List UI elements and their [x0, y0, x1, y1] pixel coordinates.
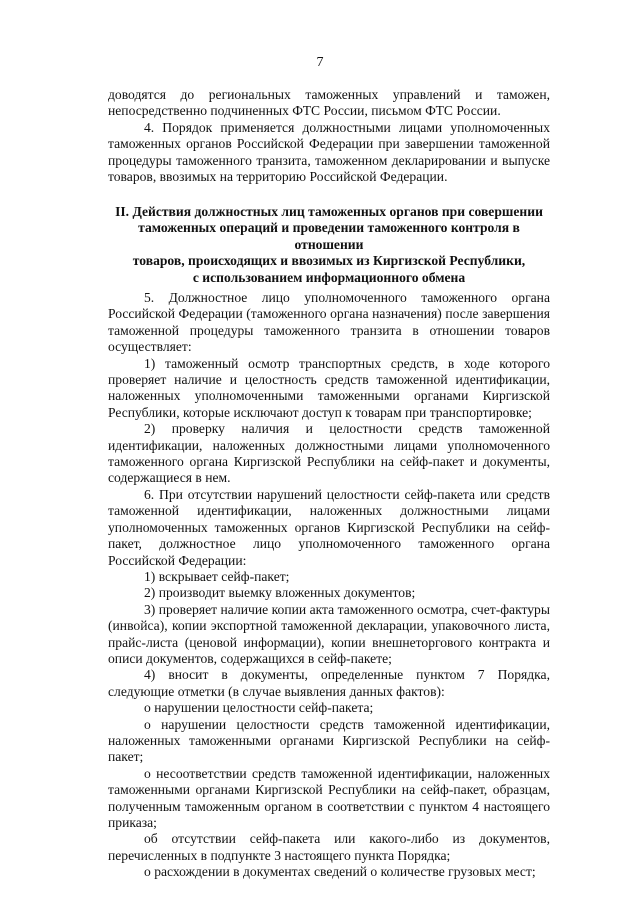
body-paragraph: 2) производит выемку вложенных документов;: [144, 585, 416, 601]
heading-line: таможенных операций и проведении таможенного контроля в отношении: [138, 220, 520, 252]
heading-line: товаров, происходящих и ввозимых из Киргизской Республики,: [132, 253, 526, 269]
body-paragraph: о нарушении целостности сейф-пакета;: [144, 700, 374, 716]
page-number: 7: [316, 55, 324, 70]
intro-block: [108, 87, 550, 185]
body-paragraph: об отсутствии сейф-пакета или какого-либо из документов, перечисленных в подпункте 3 настоящего пункта Порядка;: [108, 831, 550, 863]
section-heading: [108, 204, 550, 286]
body-paragraph: 6. При отсутствии нарушений целостности сейф-пакета или средств таможенной идентификации, наложенных должностными лицами уполномоченных таможенных органов Киргизской Республики на сейф-пакет, должностное лицо уполномоченного таможенного органа Российской Федерации:: [108, 486, 550, 568]
body-block: [108, 290, 550, 881]
body-paragraph: о нарушении целостности средств таможенной идентификации, наложенных таможенными органами Киргизской Республики на сейф-пакет;: [108, 716, 550, 765]
body-paragraph: 5. Должностное лицо уполномоченного таможенного органа Российской Федерации (таможенного органа назначения) после завершения таможенной процедуры таможенного транзита в отношении товаров осуществляет:: [108, 290, 550, 355]
intro-paragraph: доводятся до региональных таможенных управлений и таможен, непосредственно подчиненных ФТС России, письмом ФТС России.: [108, 87, 550, 119]
body-paragraph: о несоответствии средств таможенной идентификации, наложенных таможенными органами Киргизской Республики на сейф-пакет, образцам, полученным таможенным органом в соответствии с пунктом 4 настоящего приказа;: [108, 765, 550, 830]
body-paragraph: о расхождении в документах сведений о количестве грузовых мест;: [144, 864, 536, 880]
body-paragraph: 3) проверяет наличие копии акта таможенного осмотра, счет-фактуры (инвойса), копии экспортной таможенной декларации, упаковочного листа, прайс-листа (ценовой информации), копии внешнеторгового контракта и описи документов, содержащихся в сейф-пакете;: [108, 601, 550, 666]
intro-paragraph: 4. Порядок применяется должностными лицами уполномоченных таможенных органов Российской Федерации при завершении таможенной процедуры таможенного транзита, таможенном декларировании и выпуске товаров, ввозимых на территорию Российской Федерации.: [108, 119, 550, 185]
heading-line: II. Действия должностных лиц таможенных органов при совершении: [115, 204, 543, 219]
body-paragraph: 2) проверку наличия и целостности средств таможенной идентификации, наложенных должностными лицами уполномоченного таможенного органа Киргизской Республики на сейф-пакет и документы, содержащиеся в нем.: [108, 421, 550, 486]
heading-line: с использованием информационного обмена: [192, 269, 466, 285]
body-paragraph: 4) вносит в документы, определенные пунктом 7 Порядка, следующие отметки (в случае выявления данных фактов):: [108, 667, 550, 699]
body-paragraph: 1) таможенный осмотр транспортных средств, в ходе которого проверяет наличие и целостность средств таможенной идентификации, наложенных уполномоченными таможенными органами Киргизской Республики, которые исключают доступ к товарам при транспортировке;: [108, 355, 550, 420]
body-paragraph: 1) вскрывает сейф-пакет;: [144, 568, 290, 584]
